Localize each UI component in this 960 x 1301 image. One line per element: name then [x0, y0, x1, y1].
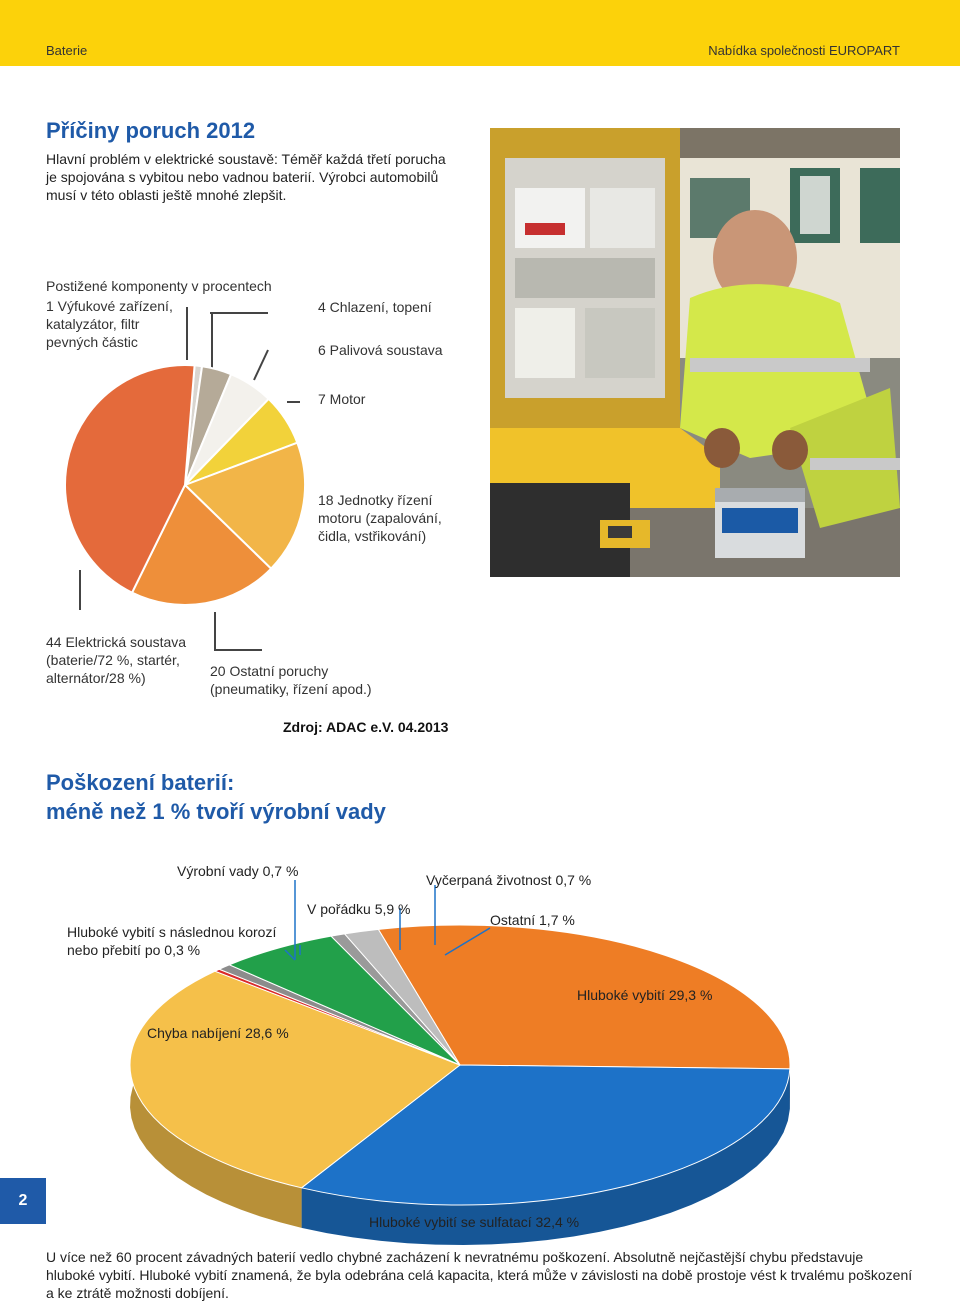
label-exhaust: 1 Výfukové zařízení, katalyzátor, filtr pevných částic	[46, 298, 173, 350]
label-other-failures: 20 Ostatní poruchy (pneumatiky, řízení apod.)	[210, 663, 372, 697]
label-other-damage: Ostatní 1,7 %	[490, 912, 575, 928]
title2-line1: Poškození baterií:	[46, 770, 235, 795]
label-exhausted-life: Vyčerpaná životnost 0,7 %	[426, 872, 592, 888]
label-charging-error: Chyba nabíjení 28,6 %	[147, 1025, 289, 1041]
label-electric: 44 Elektrická soustava (baterie/72 %, startér, alternátor/28 %)	[46, 634, 187, 686]
page-header	[0, 0, 960, 66]
label-manufacturing-defects: Výrobní vady 0,7 %	[177, 863, 299, 879]
label-sulfation: Hluboké vybití se sulfatací 32,4 %	[369, 1214, 580, 1230]
label-ok: V pořádku 5,9 %	[307, 901, 411, 917]
title2-line2: méně než 1 % tvoří výrobní vady	[46, 799, 386, 824]
label-deep-discharge: Hluboké vybití 29,3 %	[577, 987, 713, 1003]
label-engine: 7 Motor	[318, 391, 366, 407]
mechanic-photo	[490, 128, 900, 577]
chart1-caption: Postižené komponenty v procentech	[46, 278, 272, 294]
header-section-title: Baterie	[46, 43, 88, 58]
photo-illustration	[490, 128, 900, 577]
label-ecu: 18 Jednotky řízení motoru (zapalování, čidla, vstřikování)	[318, 492, 442, 544]
section-title-failures: Příčiny poruch 2012	[46, 118, 256, 143]
label-fuel: 6 Palivová soustava	[318, 342, 443, 358]
section-title-battery-damage	[46, 768, 386, 826]
label-cooling: 4 Chlazení, topení	[318, 299, 432, 315]
bottom-paragraph: U více než 60 procent závadných baterií vedlo chybné zacházení k nevratnému poškození. Absolutně nejčastější chybu představuje hluboké vybití. Hluboké vybití znamená, že byla odebrána celá kapacita, která může v závislosti na době prostoje vést k trvalému poškození a ke ztrátě možnosti dobíjení.	[46, 1249, 913, 1301]
chart1-pie	[50, 350, 320, 620]
page-number: 2	[0, 1178, 46, 1224]
label-deep-corrosion: Hluboké vybití s následnou korozí nebo přebití po 0,3 %	[67, 924, 277, 958]
header-company: Nabídka společnosti EUROPART	[708, 43, 900, 58]
chart1-source: Zdroj: ADAC e.V. 04.2013	[283, 719, 449, 735]
intro-text: Hlavní problém v elektrické soustavě: Téměř každá třetí porucha je spojována s vybitou nebo vadnou baterií. Výrobci automobilů musí v této oblasti ještě mnohé zlepšit.	[46, 151, 446, 203]
